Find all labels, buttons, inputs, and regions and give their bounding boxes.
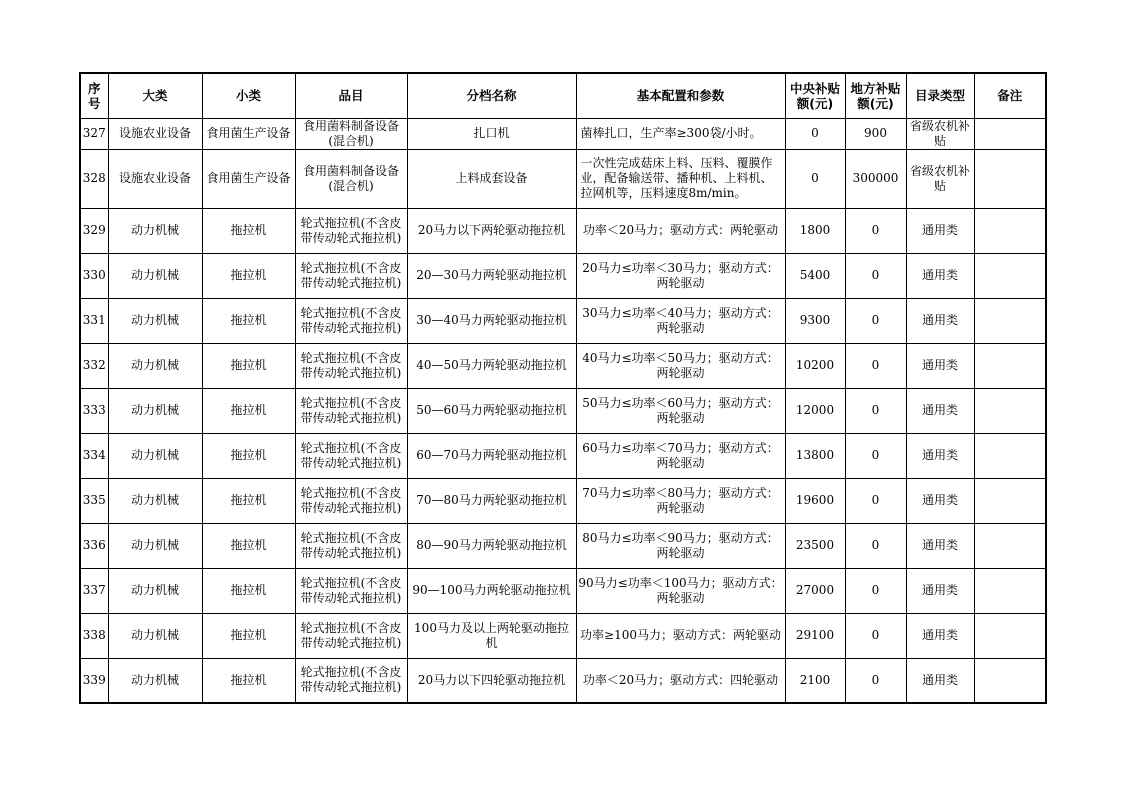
cell-subcategory[interactable] (202, 658, 295, 703)
cell-local-subsidy[interactable] (845, 568, 906, 613)
header-category[interactable]: 大类 (108, 73, 202, 118)
cell-category[interactable] (108, 298, 202, 343)
cell-local-subsidy[interactable] (845, 613, 906, 658)
cell-item-text: 食用菌料制备设备(混合机) (302, 163, 399, 193)
cell-config[interactable] (576, 343, 785, 388)
cell-catalog-type-text: 通用类 (921, 538, 958, 552)
cell-item[interactable] (295, 658, 407, 703)
cell-note[interactable] (974, 658, 1046, 703)
cell-subcategory-text: 拖拉机 (230, 493, 267, 507)
cell-catalog-type-text: 省级农机补贴 (909, 163, 970, 193)
cell-category-text: 动力机械 (130, 223, 179, 237)
header-catalog-type[interactable]: 目录类型 (906, 73, 974, 118)
cell-subcategory-text: 食用菌生产设备 (206, 171, 291, 185)
cell-catalog-type[interactable] (906, 433, 974, 478)
cell-seq-text: 330 (82, 268, 106, 282)
cell-config-text: 功率＜20马力；驱动方式：两轮驱动 (582, 223, 779, 237)
cell-item-text: 轮式拖拉机(不含皮带传动轮式拖拉机) (300, 215, 402, 245)
cell-category[interactable] (108, 523, 202, 568)
cell-tier-text: 50—60马力两轮驱动拖拉机 (416, 403, 567, 417)
cell-subcategory[interactable] (202, 433, 295, 478)
cell-config-text: 30马力≤功率＜40马力；驱动方式：两轮驱动 (582, 305, 779, 335)
cell-local-subsidy[interactable] (845, 523, 906, 568)
cell-subcategory[interactable] (202, 298, 295, 343)
header-seq[interactable]: 序号 (80, 73, 108, 118)
table-row (80, 433, 1046, 478)
cell-item[interactable] (295, 388, 407, 433)
cell-catalog-type[interactable] (906, 613, 974, 658)
cell-seq[interactable] (80, 118, 108, 149)
cell-seq-text: 338 (82, 628, 106, 642)
header-note[interactable]: 备注 (974, 73, 1046, 118)
cell-catalog-type[interactable] (906, 118, 974, 149)
cell-subcategory[interactable] (202, 149, 295, 208)
cell-config[interactable] (576, 433, 785, 478)
cell-seq-text: 327 (82, 126, 106, 140)
cell-catalog-type[interactable] (906, 568, 974, 613)
cell-central-subsidy-text: 1800 (799, 223, 831, 237)
cell-central-subsidy-text: 2100 (799, 672, 831, 687)
cell-tier[interactable] (407, 298, 576, 343)
cell-item[interactable] (295, 523, 407, 568)
cell-note[interactable] (974, 523, 1046, 568)
cell-seq[interactable] (80, 568, 108, 613)
header-local-subsidy[interactable]: 地方补贴额(元) (845, 73, 906, 118)
cell-catalog-type[interactable] (906, 523, 974, 568)
cell-local-subsidy-text: 0 (871, 583, 880, 597)
cell-central-subsidy[interactable] (785, 298, 845, 343)
cell-catalog-type[interactable] (906, 253, 974, 298)
cell-seq-text: 331 (82, 313, 106, 327)
cell-seq[interactable] (80, 253, 108, 298)
cell-central-subsidy[interactable] (785, 388, 845, 433)
cell-local-subsidy[interactable] (845, 118, 906, 149)
cell-category-text: 设施农业设备 (118, 171, 191, 185)
table-row (80, 149, 1046, 208)
cell-seq-text: 335 (82, 493, 106, 507)
table-row (80, 568, 1046, 613)
cell-central-subsidy[interactable] (785, 433, 845, 478)
cell-central-subsidy-text: 19600 (795, 493, 835, 507)
cell-tier-text: 30—40马力两轮驱动拖拉机 (416, 313, 567, 327)
cell-item[interactable] (295, 478, 407, 523)
cell-central-subsidy-text: 9300 (799, 313, 831, 327)
header-config[interactable]: 基本配置和参数 (576, 73, 785, 118)
cell-config-text: 菌棒扎口，生产率≥300袋/小时。 (580, 126, 762, 140)
cell-tier[interactable] (407, 658, 576, 703)
cell-catalog-type[interactable] (906, 658, 974, 703)
cell-tier[interactable] (407, 478, 576, 523)
cell-category-text: 动力机械 (130, 313, 179, 327)
cell-local-subsidy-text: 900 (864, 126, 887, 140)
cell-seq-text: 336 (82, 538, 106, 552)
cell-central-subsidy-text: 0 (811, 171, 819, 185)
cell-category-text: 动力机械 (130, 583, 179, 597)
cell-item-text: 轮式拖拉机(不含皮带传动轮式拖拉机) (300, 395, 402, 425)
cell-catalog-type-text: 通用类 (921, 493, 958, 507)
cell-seq[interactable] (80, 149, 108, 208)
cell-config-text: 50马力≤功率＜60马力；驱动方式：两轮驱动 (582, 395, 779, 425)
cell-config[interactable] (576, 478, 785, 523)
cell-seq[interactable] (80, 343, 108, 388)
cell-category[interactable] (108, 658, 202, 703)
cell-catalog-type[interactable] (906, 478, 974, 523)
cell-local-subsidy[interactable] (845, 433, 906, 478)
cell-catalog-type[interactable] (906, 298, 974, 343)
cell-central-subsidy-text: 0 (811, 126, 819, 140)
cell-seq[interactable] (80, 523, 108, 568)
table-row (80, 523, 1046, 568)
cell-catalog-type-text: 通用类 (921, 672, 958, 687)
cell-central-subsidy[interactable] (785, 568, 845, 613)
cell-item[interactable] (295, 613, 407, 658)
cell-catalog-type-text: 省级农机补贴 (909, 118, 970, 148)
cell-local-subsidy[interactable] (845, 658, 906, 703)
cell-local-subsidy-text: 0 (871, 358, 880, 372)
table-row (80, 478, 1046, 523)
cell-central-subsidy-text: 12000 (795, 403, 835, 417)
cell-subcategory[interactable] (202, 478, 295, 523)
cell-subcategory-text: 拖拉机 (230, 313, 267, 327)
cell-tier-text: 20马力以下两轮驱动拖拉机 (417, 223, 566, 237)
cell-category[interactable] (108, 478, 202, 523)
cell-category-text: 设施农业设备 (118, 126, 191, 140)
cell-central-subsidy-text: 5400 (799, 268, 831, 282)
cell-note[interactable] (974, 298, 1046, 343)
cell-item-text: 轮式拖拉机(不含皮带传动轮式拖拉机) (300, 350, 402, 380)
cell-category[interactable] (108, 253, 202, 298)
cell-central-subsidy-text: 10200 (795, 358, 835, 372)
cell-category[interactable] (108, 613, 202, 658)
cell-subcategory-text: 拖拉机 (230, 268, 267, 282)
table-row (80, 613, 1046, 658)
cell-config-text: 20马力≤功率＜30马力；驱动方式：两轮驱动 (582, 260, 779, 290)
cell-tier-text: 上料成套设备 (455, 171, 528, 185)
header-tier[interactable]: 分档名称 (407, 73, 576, 118)
cell-catalog-type[interactable] (906, 388, 974, 433)
cell-catalog-type-text: 通用类 (921, 583, 958, 597)
cell-config[interactable] (576, 388, 785, 433)
cell-note[interactable] (974, 149, 1046, 208)
cell-config[interactable] (576, 298, 785, 343)
cell-tier-text: 60—70马力两轮驱动拖拉机 (416, 448, 567, 462)
cell-config[interactable] (576, 613, 785, 658)
cell-subcategory-text: 拖拉机 (230, 223, 267, 237)
cell-central-subsidy-text: 27000 (795, 583, 835, 597)
cell-tier-text: 20马力以下四轮驱动拖拉机 (417, 672, 566, 687)
cell-tier[interactable] (407, 149, 576, 208)
cell-catalog-type-text: 通用类 (921, 448, 958, 462)
cell-item[interactable] (295, 343, 407, 388)
cell-subcategory[interactable] (202, 343, 295, 388)
cell-note[interactable] (974, 388, 1046, 433)
cell-config[interactable] (576, 149, 785, 208)
cell-seq-text: 337 (82, 583, 106, 597)
spreadsheet (79, 72, 1047, 704)
cell-category-text: 动力机械 (130, 493, 179, 507)
cell-subcategory[interactable] (202, 388, 295, 433)
cell-central-subsidy[interactable] (785, 478, 845, 523)
cell-tier[interactable] (407, 208, 576, 253)
cell-tier-text: 扎口机 (473, 126, 510, 140)
header-item[interactable]: 品目 (295, 73, 407, 118)
cell-category[interactable] (108, 208, 202, 253)
cell-local-subsidy-text: 0 (871, 268, 880, 282)
cell-seq[interactable] (80, 388, 108, 433)
cell-local-subsidy[interactable] (845, 388, 906, 433)
cell-seq[interactable] (80, 208, 108, 253)
cell-subcategory[interactable] (202, 253, 295, 298)
cell-subcategory-text: 食用菌生产设备 (206, 126, 291, 140)
cell-subcategory-text: 拖拉机 (230, 448, 267, 462)
cell-catalog-type[interactable] (906, 149, 974, 208)
cell-local-subsidy[interactable] (845, 298, 906, 343)
table-row (80, 208, 1046, 253)
cell-item-text: 轮式拖拉机(不含皮带传动轮式拖拉机) (300, 620, 402, 650)
table-body (80, 118, 1046, 703)
cell-item-text: 轮式拖拉机(不含皮带传动轮式拖拉机) (300, 260, 402, 290)
cell-item-text: 食用菌料制备设备(混合机) (302, 118, 399, 148)
cell-catalog-type-text: 通用类 (921, 268, 958, 282)
cell-item-text: 轮式拖拉机(不含皮带传动轮式拖拉机) (300, 530, 402, 560)
cell-local-subsidy-text: 0 (871, 538, 880, 552)
cell-central-subsidy[interactable] (785, 523, 845, 568)
cell-subcategory-text: 拖拉机 (230, 628, 267, 642)
cell-central-subsidy[interactable] (785, 118, 845, 149)
cell-config-text: 功率＜20马力；驱动方式：四轮驱动 (582, 672, 779, 687)
cell-config-text: 功率≥100马力；驱动方式：两轮驱动 (580, 628, 781, 642)
cell-catalog-type-text: 通用类 (921, 223, 958, 237)
cell-catalog-type-text: 通用类 (921, 358, 958, 372)
cell-note[interactable] (974, 433, 1046, 478)
cell-config-text: 40马力≤功率＜50马力；驱动方式：两轮驱动 (582, 350, 779, 380)
table-row (80, 343, 1046, 388)
cell-seq-text: 332 (82, 358, 106, 372)
cell-config-text: 一次性完成菇床上料、压料、覆膜作业，配备输送带、播种机、上料机、拉网机等，压料速度8m/min。 (580, 156, 773, 200)
cell-category-text: 动力机械 (130, 358, 179, 372)
cell-item[interactable] (295, 568, 407, 613)
cell-seq[interactable] (80, 658, 108, 703)
cell-item-text: 轮式拖拉机(不含皮带传动轮式拖拉机) (300, 485, 402, 515)
cell-seq-text: 329 (82, 223, 106, 237)
cell-config-text: 60马力≤功率＜70马力；驱动方式：两轮驱动 (582, 440, 779, 470)
cell-item[interactable] (295, 149, 407, 208)
cell-config-text: 90马力≤功率＜100马力；驱动方式：两轮驱动 (578, 575, 783, 605)
cell-subcategory[interactable] (202, 208, 295, 253)
cell-category[interactable] (108, 118, 202, 149)
cell-config[interactable] (576, 658, 785, 703)
cell-catalog-type[interactable] (906, 208, 974, 253)
table-row (80, 253, 1046, 298)
cell-local-subsidy[interactable] (845, 478, 906, 523)
cell-seq[interactable] (80, 613, 108, 658)
cell-tier[interactable] (407, 253, 576, 298)
cell-central-subsidy[interactable] (785, 658, 845, 703)
cell-tier-text: 90—100马力两轮驱动拖拉机 (412, 583, 571, 597)
cell-category[interactable] (108, 433, 202, 478)
cell-category[interactable] (108, 343, 202, 388)
header-central-subsidy[interactable]: 中央补贴额(元) (785, 73, 845, 118)
cell-local-subsidy[interactable] (845, 149, 906, 208)
cell-local-subsidy-text: 0 (871, 628, 880, 642)
cell-local-subsidy-text: 0 (871, 493, 880, 507)
subsidy-table (79, 72, 1047, 704)
cell-category-text: 动力机械 (130, 538, 179, 552)
cell-note[interactable] (974, 208, 1046, 253)
header-row (80, 73, 1046, 118)
cell-config-text: 80马力≤功率＜90马力；驱动方式：两轮驱动 (582, 530, 779, 560)
cell-tier[interactable] (407, 568, 576, 613)
cell-note[interactable] (974, 478, 1046, 523)
cell-local-subsidy[interactable] (845, 253, 906, 298)
cell-config[interactable] (576, 118, 785, 149)
cell-config[interactable] (576, 253, 785, 298)
cell-item[interactable] (295, 118, 407, 149)
cell-subcategory[interactable] (202, 523, 295, 568)
cell-seq-text: 334 (82, 448, 106, 462)
cell-config[interactable] (576, 208, 785, 253)
cell-item[interactable] (295, 433, 407, 478)
cell-config[interactable] (576, 523, 785, 568)
cell-subcategory[interactable] (202, 613, 295, 658)
cell-central-subsidy-text: 23500 (795, 538, 835, 552)
cell-seq-text: 333 (82, 403, 106, 417)
cell-category[interactable] (108, 388, 202, 433)
cell-tier-text: 20—30马力两轮驱动拖拉机 (416, 268, 567, 282)
cell-subcategory[interactable] (202, 118, 295, 149)
cell-category-text: 动力机械 (130, 448, 179, 462)
cell-local-subsidy-text: 300000 (852, 171, 899, 185)
cell-tier-text: 100马力及以上两轮驱动拖拉机 (414, 620, 569, 650)
cell-category-text: 动力机械 (130, 628, 179, 642)
cell-local-subsidy[interactable] (845, 208, 906, 253)
cell-tier[interactable] (407, 433, 576, 478)
cell-tier[interactable] (407, 388, 576, 433)
table-row (80, 388, 1046, 433)
cell-central-subsidy-text: 13800 (795, 448, 835, 462)
cell-tier[interactable] (407, 118, 576, 149)
cell-central-subsidy[interactable] (785, 149, 845, 208)
cell-note[interactable] (974, 568, 1046, 613)
cell-seq[interactable] (80, 478, 108, 523)
cell-local-subsidy[interactable] (845, 343, 906, 388)
cell-seq-text: 328 (82, 171, 106, 185)
cell-central-subsidy-text: 29100 (795, 628, 835, 642)
cell-note[interactable] (974, 343, 1046, 388)
cell-catalog-type-text: 通用类 (921, 403, 958, 417)
cell-catalog-type[interactable] (906, 343, 974, 388)
cell-category-text: 动力机械 (130, 268, 179, 282)
cell-config-text: 70马力≤功率＜80马力；驱动方式：两轮驱动 (582, 485, 779, 515)
cell-catalog-type-text: 通用类 (921, 628, 958, 642)
cell-category[interactable] (108, 568, 202, 613)
cell-catalog-type-text: 通用类 (921, 313, 958, 327)
cell-central-subsidy[interactable] (785, 253, 845, 298)
cell-item[interactable] (295, 298, 407, 343)
cell-category[interactable] (108, 149, 202, 208)
cell-item-text: 轮式拖拉机(不含皮带传动轮式拖拉机) (300, 440, 402, 470)
cell-local-subsidy-text: 0 (871, 448, 880, 462)
cell-tier-text: 80—90马力两轮驱动拖拉机 (416, 538, 567, 552)
cell-tier[interactable] (407, 343, 576, 388)
cell-subcategory[interactable] (202, 568, 295, 613)
cell-seq[interactable] (80, 433, 108, 478)
cell-note[interactable] (974, 613, 1046, 658)
cell-item-text: 轮式拖拉机(不含皮带传动轮式拖拉机) (300, 575, 402, 605)
cell-category-text: 动力机械 (130, 672, 179, 687)
cell-central-subsidy[interactable] (785, 208, 845, 253)
cell-tier[interactable] (407, 523, 576, 568)
table-row (80, 658, 1046, 703)
cell-tier-text: 70—80马力两轮驱动拖拉机 (416, 493, 567, 507)
cell-seq-text: 339 (82, 672, 106, 687)
cell-local-subsidy-text: 0 (871, 313, 880, 327)
cell-tier[interactable] (407, 613, 576, 658)
cell-config[interactable] (576, 568, 785, 613)
cell-central-subsidy[interactable] (785, 613, 845, 658)
cell-subcategory-text: 拖拉机 (230, 672, 267, 687)
table-row (80, 118, 1046, 149)
header-subcategory[interactable]: 小类 (202, 73, 295, 118)
cell-subcategory-text: 拖拉机 (230, 583, 267, 597)
cell-item-text: 轮式拖拉机(不含皮带传动轮式拖拉机) (300, 665, 402, 695)
cell-tier-text: 40—50马力两轮驱动拖拉机 (416, 358, 567, 372)
cell-seq[interactable] (80, 298, 108, 343)
cell-local-subsidy-text: 0 (871, 672, 880, 687)
cell-local-subsidy-text: 0 (871, 223, 880, 237)
cell-central-subsidy[interactable] (785, 343, 845, 388)
cell-item[interactable] (295, 208, 407, 253)
cell-subcategory-text: 拖拉机 (230, 358, 267, 372)
table-row (80, 298, 1046, 343)
cell-note[interactable] (974, 253, 1046, 298)
cell-category-text: 动力机械 (130, 403, 179, 417)
cell-item[interactable] (295, 253, 407, 298)
cell-local-subsidy-text: 0 (871, 403, 880, 417)
cell-item-text: 轮式拖拉机(不含皮带传动轮式拖拉机) (300, 305, 402, 335)
cell-note[interactable] (974, 118, 1046, 149)
cell-subcategory-text: 拖拉机 (230, 538, 267, 552)
cell-subcategory-text: 拖拉机 (230, 403, 267, 417)
